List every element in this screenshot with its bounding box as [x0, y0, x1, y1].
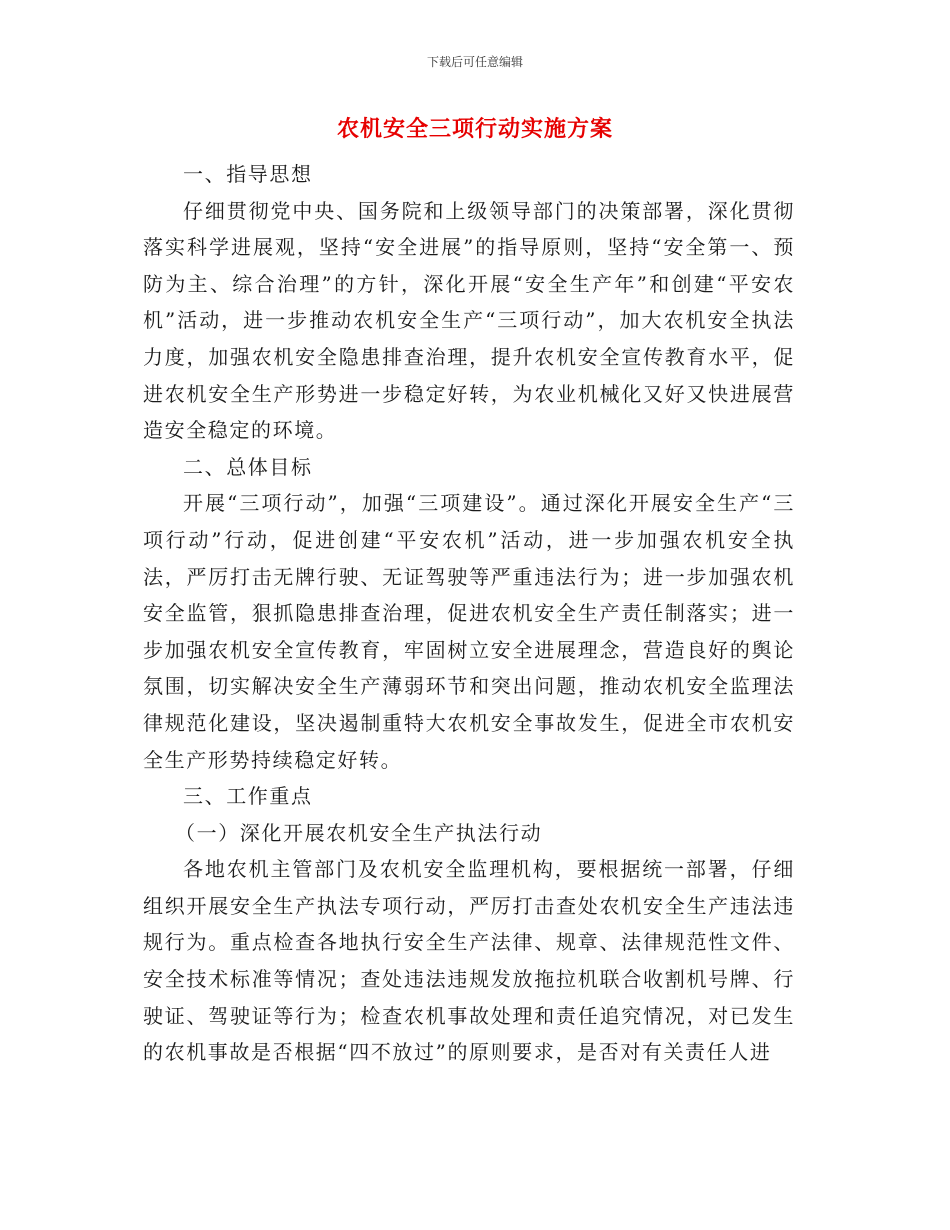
paragraph-enforcement: 各地农机主管部门及农机安全监理机构，要根据统一部署，仔细组织开展安全生产执法专项行动，严厉打击查处农机安全生产违法违规行为。重点检查各地执行安全生产法律、规章、法律规范性文件、安全技术标准等情况；查处违法违规发放拖拉机联合收割机号牌、行驶证、驾驶证等行为；检查农机事故处理和责任追究情况，对已发生的农机事故是否根据“四不放过”的原则要求，是否对有关责任人进 [143, 857, 795, 1065]
document-body [143, 156, 795, 1071]
subsection-heading-enforcement: （一）深化开展农机安全生产执法行动 [175, 820, 543, 845]
section-heading-work-focus: 三、工作重点 [183, 784, 313, 809]
paragraph-guiding-ideology: 仔细贯彻党中央、国务院和上级领导部门的决策部署，深化贯彻落实科学进展观，坚持“安全进展”的指导原则，坚持“安全第一、预防为主、综合治理”的方针，深化开展“安全生产年”和创建“平安农机”活动，进一步推动农机安全生产“三项行动”，加大农机安全执法力度，加强农机安全隐患排查治理，提升农机安全宣传教育水平，促进农机安全生产形势进一步稳定好转，为农业机械化又好又快进展营造安全稳定的环境。 [143, 198, 795, 443]
section-heading-guiding-ideology: 一、指导思想 [183, 162, 313, 186]
section-heading-overall-goal: 二、总体目标 [183, 454, 313, 479]
paragraph-overall-goal: 开展“三项行动”，加强“三项建设”。通过深化开展安全生产“三项行动”行动，促进创建“平安农机”活动，进一步加强农机安全执法，严厉打击无牌行驶、无证驾驶等严重违法行为；进一步加强农机安全监管，狠抓隐患排查治理，促进农机安全生产责任制落实；进一步加强农机安全宣传教育，牢固树立安全进展理念，营造良好的舆论氛围，切实解决安全生产薄弱环节和突出问题，推动农机安全监理法律规范化建设，坚决遏制重特大农机安全事故发生，促进全市农机安全生产形势持续稳定好转。 [143, 491, 795, 772]
page-header-note: 下载后可任意编辑 [426, 55, 523, 69]
document-title: 农机安全三项行动实施方案 [336, 117, 613, 142]
